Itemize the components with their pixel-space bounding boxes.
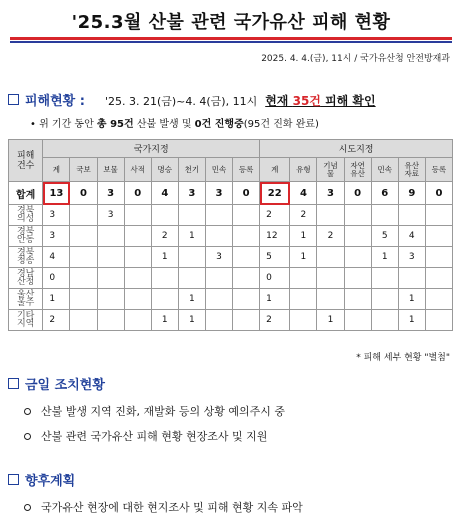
national-cell [205, 268, 232, 289]
col-header-local-3: 자연 유산 [344, 158, 371, 182]
circle-bullet-icon [24, 504, 31, 511]
national-cell [205, 310, 232, 331]
national-cell [178, 205, 205, 226]
total-national-cell: 13 [43, 182, 70, 205]
local-cell: 1 [398, 310, 425, 331]
plan-item-1 [24, 499, 303, 515]
national-cell [124, 268, 151, 289]
col-header-national-5: 천기 [178, 158, 205, 182]
damage-table [8, 139, 453, 331]
national-cell [97, 289, 124, 310]
total-local-cell: 22 [260, 182, 290, 205]
local-cell [317, 247, 344, 268]
national-cell [205, 205, 232, 226]
national-cell [70, 205, 97, 226]
total-national-cell: 3 [178, 182, 205, 205]
national-cell [205, 289, 232, 310]
region-label: 경남 산청 [9, 268, 43, 289]
local-cell: 1 [371, 247, 398, 268]
national-cell: 1 [151, 247, 178, 268]
damage-summary [8, 90, 376, 109]
circle-bullet-icon [24, 433, 31, 440]
national-cell [70, 310, 97, 331]
local-cell [425, 289, 452, 310]
group-header-national: 국가지정 [43, 140, 260, 158]
region-label: 경북 안동 [9, 226, 43, 247]
title-divider-blue [10, 41, 452, 43]
local-cell: 2 [290, 205, 317, 226]
local-cell [290, 289, 317, 310]
local-cell [425, 226, 452, 247]
col-header-national-2: 보물 [97, 158, 124, 182]
national-cell [124, 226, 151, 247]
national-cell [97, 268, 124, 289]
highlight-count: 35건 [292, 94, 321, 108]
national-cell [233, 268, 260, 289]
local-cell: 2 [317, 226, 344, 247]
national-cell: 2 [43, 310, 70, 331]
national-cell [97, 226, 124, 247]
col-header-local-1: 유형 [290, 158, 317, 182]
damage-heading-text: 피해현황 : [25, 94, 85, 109]
total-local-cell: 9 [398, 182, 425, 205]
total-local-cell: 0 [344, 182, 371, 205]
local-cell [398, 268, 425, 289]
local-cell: 0 [260, 268, 290, 289]
national-cell [70, 226, 97, 247]
local-cell [371, 289, 398, 310]
col-header-local-5: 유산 자료 [398, 158, 425, 182]
local-cell: 12 [260, 226, 290, 247]
local-cell [425, 247, 452, 268]
col-header-local-0: 계 [260, 158, 290, 182]
table-row [9, 205, 453, 226]
local-cell [344, 205, 371, 226]
local-cell [425, 310, 452, 331]
highlight-pre: 현재 [265, 94, 293, 108]
local-cell [344, 226, 371, 247]
damage-heading [8, 90, 85, 109]
attachment-note: * 피해 세부 현황 "별첨" [356, 353, 450, 363]
national-cell [124, 310, 151, 331]
plans-heading-text: 향후계획 [25, 474, 76, 489]
fire-stats-bullet [30, 115, 319, 130]
total-national-cell: 0 [70, 182, 97, 205]
total-national-cell: 3 [97, 182, 124, 205]
table-row [9, 268, 453, 289]
local-cell: 5 [260, 247, 290, 268]
bullet-suffix: (95건 진화 완료) [243, 119, 319, 130]
national-cell [233, 289, 260, 310]
region-label: 기타 지역 [9, 310, 43, 331]
local-cell [290, 268, 317, 289]
national-cell [97, 247, 124, 268]
plans-heading [8, 470, 75, 489]
measure-item-text: 산불 관련 국가유산 피해 현황 현장조사 및 지원 [41, 430, 268, 443]
total-local-cell: 3 [317, 182, 344, 205]
damage-highlight [265, 92, 375, 109]
local-cell: 3 [398, 247, 425, 268]
table-row-total [9, 182, 453, 205]
col-header-local-4: 민속 [371, 158, 398, 182]
total-national-cell: 4 [151, 182, 178, 205]
local-cell [425, 268, 452, 289]
circle-bullet-icon [24, 408, 31, 415]
square-bullet-icon [8, 378, 19, 389]
total-national-cell: 0 [233, 182, 260, 205]
highlight-post: 피해 확인 [320, 94, 376, 108]
local-cell [317, 268, 344, 289]
region-label: 울산 울주 [9, 289, 43, 310]
national-cell [205, 226, 232, 247]
col-header-national-6: 민속 [205, 158, 232, 182]
local-cell [371, 310, 398, 331]
local-cell [344, 247, 371, 268]
total-national-cell: 3 [205, 182, 232, 205]
bullet-mid: 산불 발생 및 [133, 119, 195, 130]
col-header-national-3: 사적 [124, 158, 151, 182]
local-cell [371, 268, 398, 289]
national-cell [233, 205, 260, 226]
national-cell: 1 [178, 310, 205, 331]
measure-item-1 [24, 403, 285, 419]
national-cell [124, 247, 151, 268]
damage-table-body [9, 182, 453, 331]
total-label: 합계 [9, 182, 43, 205]
local-cell [317, 205, 344, 226]
col-header-national-4: 명승 [151, 158, 178, 182]
national-cell: 1 [178, 289, 205, 310]
local-cell [290, 310, 317, 331]
col-header-local-6: 등록 [425, 158, 452, 182]
local-cell [425, 205, 452, 226]
total-local-cell: 6 [371, 182, 398, 205]
table-corner-header: 피해 건수 [9, 140, 43, 182]
national-cell [151, 268, 178, 289]
local-cell: 5 [371, 226, 398, 247]
national-cell [178, 268, 205, 289]
table-row [9, 289, 453, 310]
damage-period: '25. 3. 21(금)~4. 4(금), 11시 [104, 95, 258, 108]
local-cell: 2 [260, 310, 290, 331]
national-cell [70, 289, 97, 310]
bullet-prefix: • 위 기간 동안 [30, 119, 97, 130]
local-cell: 1 [290, 226, 317, 247]
national-cell: 3 [43, 226, 70, 247]
total-local-cell: 4 [290, 182, 317, 205]
national-cell [151, 289, 178, 310]
total-national-cell: 0 [124, 182, 151, 205]
measure-item-2 [24, 428, 267, 444]
national-cell [97, 310, 124, 331]
national-cell: 1 [178, 226, 205, 247]
total-local-cell: 0 [425, 182, 452, 205]
national-cell [124, 289, 151, 310]
bullet-total: 총 95건 [96, 119, 134, 130]
table-row [9, 247, 453, 268]
page-title: '25.3월 산불 관련 국가유산 피해 현황 [71, 12, 391, 33]
national-cell: 4 [43, 247, 70, 268]
measures-heading [8, 374, 105, 393]
date-line: 2025. 4. 4.(금), 11시 / 국가유산청 안전방재과 [261, 54, 450, 64]
square-bullet-icon [8, 474, 19, 485]
col-header-national-7: 등록 [233, 158, 260, 182]
national-cell: 1 [43, 289, 70, 310]
region-label: 경북 의성 [9, 205, 43, 226]
local-cell: 1 [317, 310, 344, 331]
national-cell: 1 [151, 310, 178, 331]
local-cell [371, 205, 398, 226]
region-label: 경북 청송 [9, 247, 43, 268]
plan-item-text: 국가유산 현장에 대한 현지조사 및 피해 현황 지속 파악 [41, 501, 303, 514]
local-cell: 1 [290, 247, 317, 268]
national-cell: 3 [97, 205, 124, 226]
national-cell [233, 226, 260, 247]
measures-heading-text: 금일 조치현황 [25, 378, 105, 393]
measure-item-text: 산불 발생 지역 진화, 재발화 등의 상황 예의주시 중 [41, 405, 285, 418]
sub-header-row [9, 158, 453, 182]
table-row [9, 226, 453, 247]
group-header-local: 시도지정 [260, 140, 453, 158]
local-cell [398, 205, 425, 226]
square-bullet-icon [8, 94, 19, 105]
national-cell [70, 247, 97, 268]
local-cell: 1 [260, 289, 290, 310]
local-cell: 1 [398, 289, 425, 310]
national-cell: 2 [151, 226, 178, 247]
local-cell: 2 [260, 205, 290, 226]
title-divider-red [10, 37, 452, 40]
table-row [9, 310, 453, 331]
col-header-national-1: 국보 [70, 158, 97, 182]
local-cell [344, 310, 371, 331]
col-header-local-2: 기념 물 [317, 158, 344, 182]
bullet-zero: 0건 진행중 [194, 119, 244, 130]
national-cell: 3 [43, 205, 70, 226]
national-cell [233, 247, 260, 268]
local-cell [344, 268, 371, 289]
local-cell [344, 289, 371, 310]
national-cell [124, 205, 151, 226]
national-cell [178, 247, 205, 268]
national-cell [151, 205, 178, 226]
national-cell: 0 [43, 268, 70, 289]
local-cell [317, 289, 344, 310]
col-header-national-0: 계 [43, 158, 70, 182]
national-cell [70, 268, 97, 289]
local-cell: 4 [398, 226, 425, 247]
national-cell: 3 [205, 247, 232, 268]
national-cell [233, 310, 260, 331]
